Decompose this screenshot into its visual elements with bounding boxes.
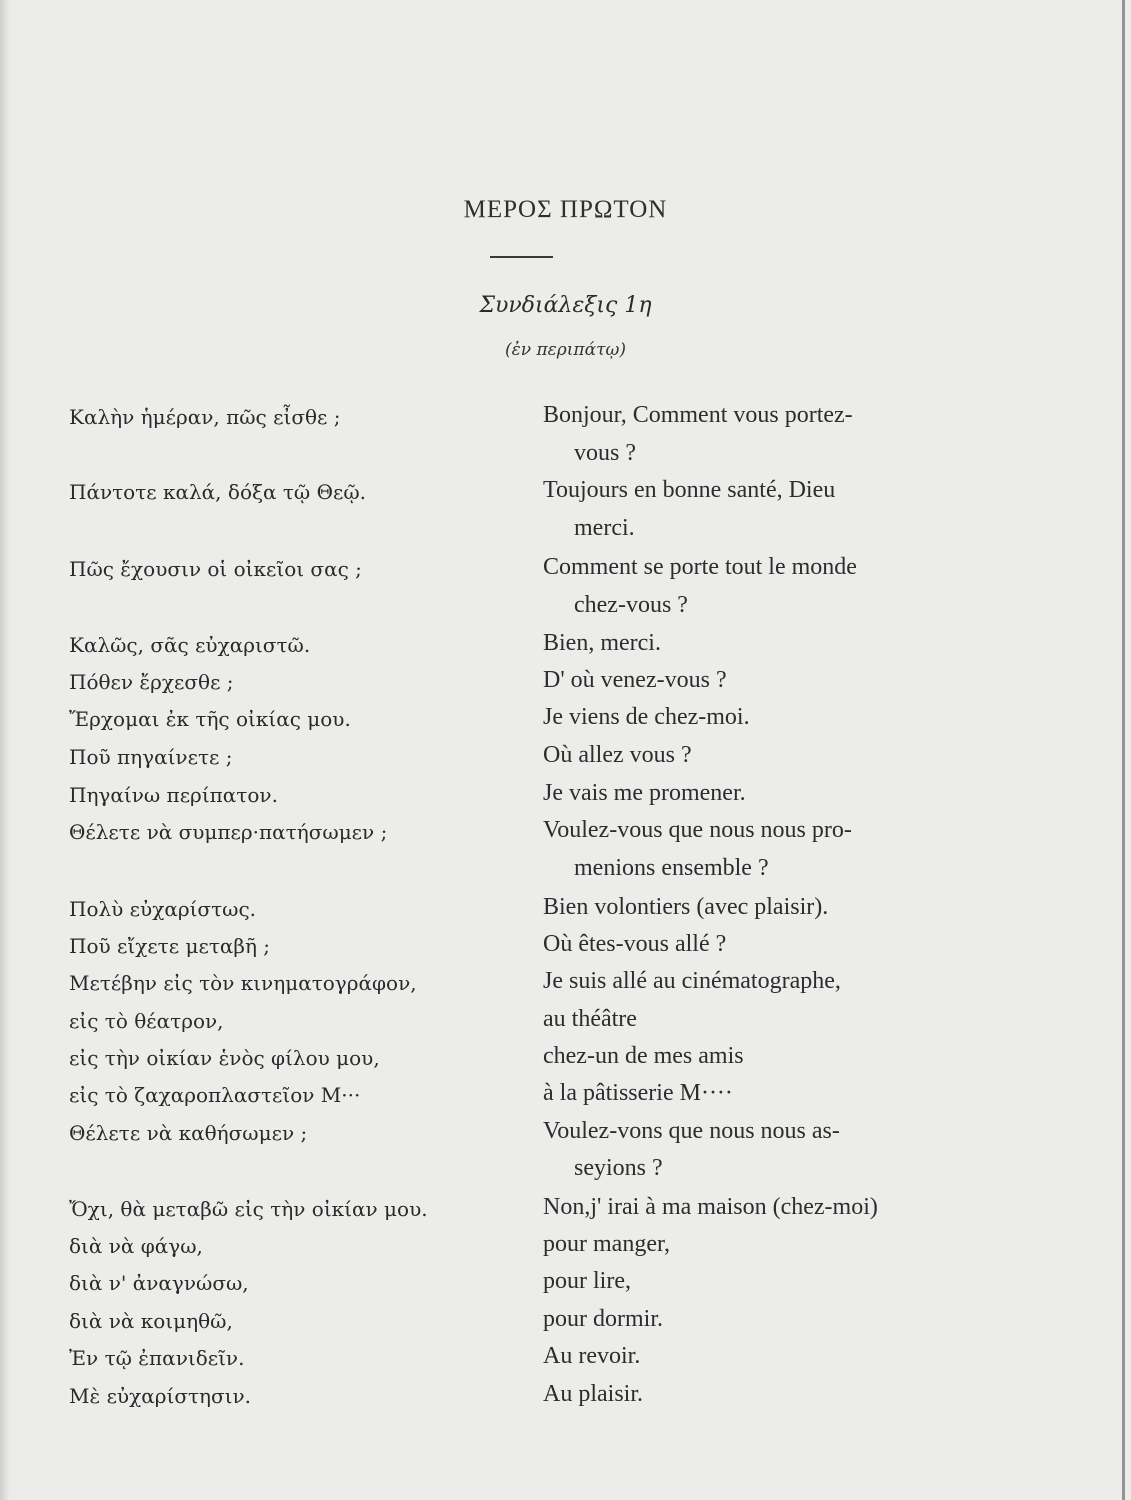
french-line: Au revoir. [543, 1343, 641, 1369]
page-left-shadow [0, 0, 10, 1500]
greek-line: Πηγαίνω περίπατον. [69, 783, 278, 807]
greek-line: εἰς τὸ ζαχαροπλαστεῖον Μ··· [69, 1083, 361, 1107]
greek-line: Θέλετε νὰ συμπερ·πατήσωμεν ; [69, 820, 388, 844]
french-line: Voulez-vons que nous nous as- [543, 1118, 840, 1144]
greek-line: Καλὴν ἡμέραν, πῶς εἶσθε ; [69, 405, 341, 429]
greek-line: εἰς τὸ θέατρον, [69, 1009, 224, 1033]
french-line-continuation: chez-vous ? [574, 592, 688, 618]
greek-line: Πάντοτε καλά, δόξα τῷ Θεῷ. [69, 480, 367, 504]
dialogue-setting: (ἐν περιπάτῳ) [504, 340, 626, 360]
greek-line: διὰ ν' ἀναγνώσω, [69, 1271, 249, 1295]
greek-line: Καλῶς, σᾶς εὐχαριστῶ. [69, 633, 311, 657]
french-line: Non,j' irai à ma maison (chez-moi) [543, 1194, 878, 1220]
french-line: Je vais me promener. [543, 780, 746, 806]
french-line: pour dormir. [543, 1306, 663, 1332]
french-line: Au plaisir. [543, 1381, 643, 1407]
french-line: Où allez vous ? [543, 742, 692, 768]
greek-line: εἰς τὴν οἰκίαν ἑνὸς φίλου μου, [69, 1046, 380, 1070]
french-line-continuation: seyions ? [574, 1155, 663, 1181]
french-line: Comment se porte tout le monde [543, 554, 857, 580]
french-line: pour manger, [543, 1231, 670, 1257]
french-line-continuation: menions ensemble ? [574, 855, 769, 881]
greek-line: Πόθεν ἔρχεσθε ; [69, 670, 234, 694]
french-line: Où êtes-vous allé ? [543, 931, 727, 957]
french-line: au théâtre [543, 1006, 637, 1032]
french-line: Bien volontiers (avec plaisir). [543, 894, 829, 920]
greek-line: διὰ νὰ φάγω, [69, 1234, 203, 1258]
french-line: pour lire, [543, 1268, 631, 1294]
greek-line: Ἔρχομαι ἐκ τῆς οἰκίας μου. [69, 707, 351, 731]
french-line: à la pâtisserie M···· [543, 1080, 733, 1106]
dialogue-heading: Συνδιάλεξις 1η [479, 293, 652, 318]
greek-line: Μετέβην εἰς τὸν κινηματογράφον, [69, 971, 417, 995]
french-line: Bonjour, Comment vous portez- [543, 402, 853, 428]
greek-line: Ὄχι, θὰ μεταβῶ εἰς τὴν οἰκίαν μου. [69, 1197, 428, 1221]
french-line: Toujours en bonne santé, Dieu [543, 477, 836, 503]
part-title: ΜΕΡΟΣ ΠΡΩΤΟΝ [463, 196, 668, 223]
french-line-continuation: merci. [574, 515, 635, 541]
french-line: Bien, merci. [543, 630, 661, 656]
french-line: Je suis allé au cinématographe, [543, 968, 841, 994]
page-right-edge [1122, 0, 1125, 1500]
french-line: chez-un de mes amis [543, 1043, 744, 1069]
greek-line: Θέλετε νὰ καθήσωμεν ; [69, 1121, 308, 1145]
greek-line: διὰ νὰ κοιμηθῶ, [69, 1309, 233, 1333]
greek-line: Πῶς ἔχουσιν οἱ οἰκεῖοι σας ; [69, 557, 362, 581]
title-rule [490, 256, 553, 258]
greek-line: Πολὺ εὐχαρίστως. [69, 897, 257, 921]
french-line: D' où venez-vous ? [543, 667, 727, 693]
french-line: Je viens de chez-moi. [543, 704, 750, 730]
greek-line: Ποῦ πηγαίνετε ; [69, 745, 233, 769]
greek-line: Ἐν τῷ ἐπανιδεῖν. [69, 1346, 245, 1370]
french-line: Voulez-vous que nous nous pro- [543, 817, 852, 843]
french-line-continuation: vous ? [574, 440, 636, 466]
greek-line: Ποῦ εἴχετε μεταβῆ ; [69, 934, 271, 958]
greek-line: Μὲ εὐχαρίστησιν. [69, 1384, 252, 1408]
